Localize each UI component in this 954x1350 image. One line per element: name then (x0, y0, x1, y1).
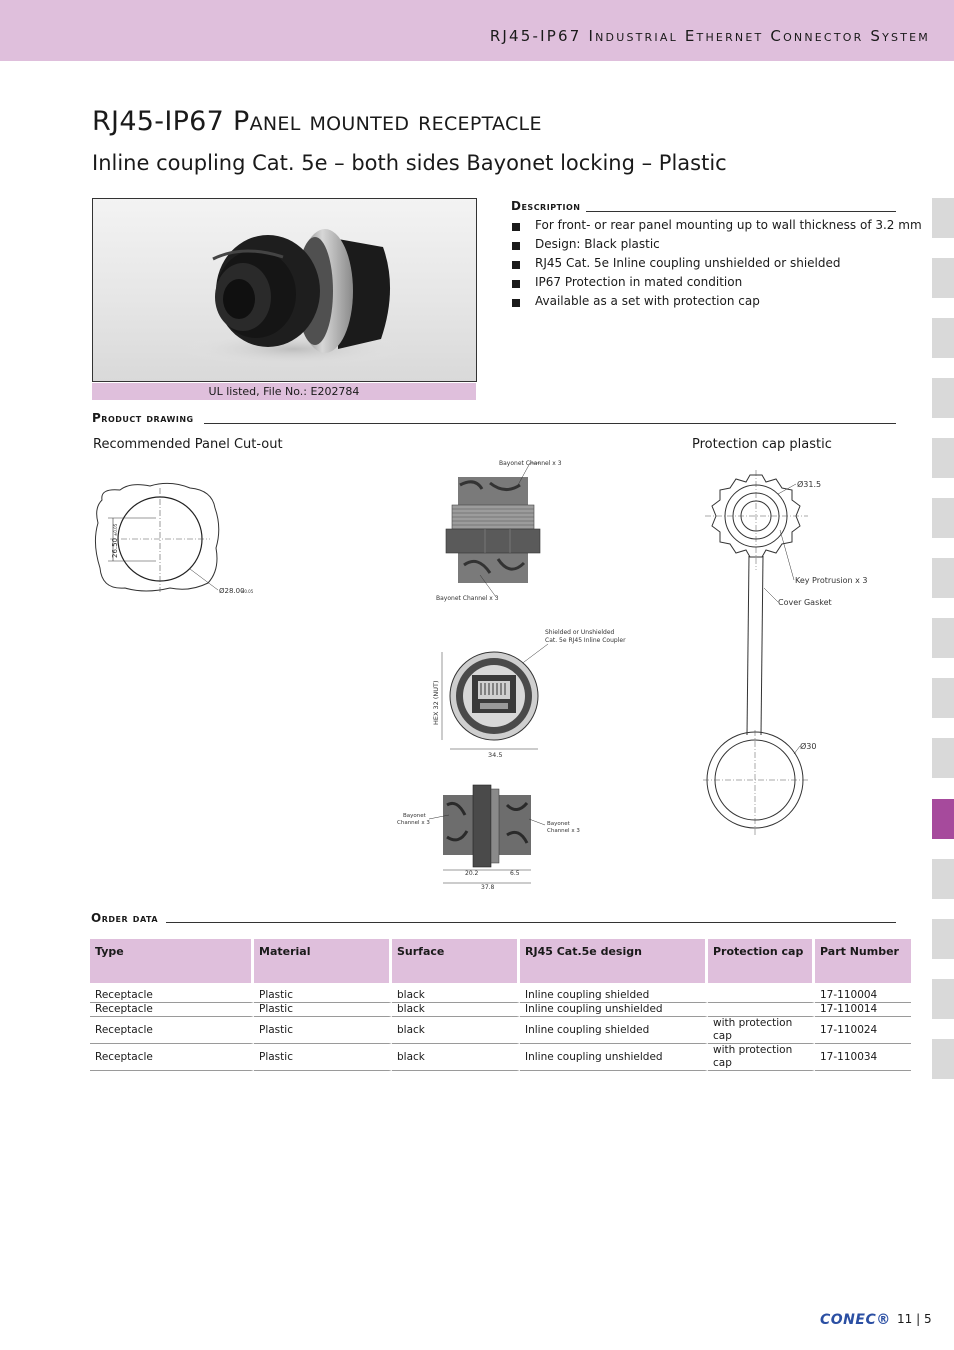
front-view-label-line1: Shielded or Unshielded (545, 629, 615, 636)
cell-part-number: 17-110024 (815, 1017, 911, 1044)
cell-type: Receptacle (90, 1017, 254, 1044)
cutout-diameter-dim: Ø28.00 (219, 587, 245, 595)
section-tab[interactable] (932, 738, 954, 778)
cell-surface: black (392, 1017, 520, 1044)
front-view-width-dim: 34.5 (488, 751, 503, 759)
cell-design: Inline coupling unshielded (520, 1003, 708, 1017)
section-tab[interactable] (932, 438, 954, 478)
order-data-rule (166, 922, 896, 923)
cell-surface: black (392, 1003, 520, 1017)
product-drawing-rule (204, 423, 896, 424)
column-header-design: RJ45 Cat.5e design (520, 939, 708, 983)
column-header-protection-cap: Protection cap (708, 939, 815, 983)
bottom-view-left-label-2: Channel x 3 (397, 820, 430, 826)
description-item: Available as a set with protection cap (511, 293, 922, 312)
bottom-view-right-label-1: Bayonet (547, 821, 570, 827)
section-tab[interactable] (932, 318, 954, 358)
cap-label: Protection cap plastic (692, 437, 832, 452)
cell-material: Plastic (254, 989, 392, 1003)
column-header-surface: Surface (392, 939, 520, 983)
cell-design: Inline coupling unshielded (520, 1044, 708, 1071)
description-heading: Description (511, 199, 581, 213)
cell-protection-cap (708, 989, 815, 1003)
description-item: RJ45 Cat. 5e Inline coupling unshielded or shielded (511, 255, 922, 274)
hex-nut-label: HEX 32 (NUT) (432, 680, 440, 725)
column-header-material: Material (254, 939, 392, 983)
cell-part-number: 17-110034 (815, 1044, 911, 1071)
section-tab[interactable] (932, 1039, 954, 1079)
bottom-view-dim-a: 20.2 (465, 870, 479, 877)
table-row (90, 1003, 911, 1017)
table-row (90, 1044, 911, 1071)
description-item: IP67 Protection in mated condition (511, 274, 922, 293)
cell-design: Inline coupling shielded (520, 989, 708, 1003)
section-tab[interactable] (932, 378, 954, 418)
cell-material: Plastic (254, 1017, 392, 1044)
connector-photo-illustration (93, 199, 476, 381)
cell-protection-cap: with protection cap (708, 1017, 815, 1044)
cell-protection-cap (708, 1003, 815, 1017)
product-drawing-heading: Product drawing (92, 411, 194, 425)
cell-protection-cap: with protection cap (708, 1044, 815, 1071)
section-tab[interactable] (932, 979, 954, 1019)
section-tab[interactable] (932, 859, 954, 899)
section-tab-active[interactable] (932, 799, 954, 839)
column-header-part-number: Part Number (815, 939, 911, 983)
photo-caption: UL listed, File No.: E202784 (92, 383, 476, 400)
page-number: 11 | 5 (897, 1312, 932, 1326)
front-view-label-line2: Cat. 5e RJ45 Inline Coupler (545, 637, 626, 644)
side-view-top-label: Bayonet Channel x 3 (499, 460, 562, 467)
side-view-drawing (430, 455, 570, 605)
order-data-heading: Order data (91, 911, 159, 925)
cell-type: Receptacle (90, 989, 254, 1003)
order-table-header-row (90, 939, 911, 983)
page-title: RJ45-IP67 Panel mounted receptacle (92, 106, 542, 137)
protection-cap-drawing (700, 470, 880, 860)
section-tab[interactable] (932, 919, 954, 959)
product-photo (92, 198, 477, 382)
panel-cutout-drawing (90, 478, 254, 608)
column-header-type: Type (90, 939, 254, 983)
cutout-height-tol: ±0.05 (113, 523, 118, 536)
header-title: RJ45-IP67 Industrial Ethernet Connector System (489, 27, 930, 45)
front-view-drawing (420, 625, 640, 765)
page-subtitle: Inline coupling Cat. 5e – both sides Bayonet locking – Plastic (92, 151, 727, 175)
cutout-diameter-tol: ±0.05 (241, 589, 254, 594)
description-item: For front- or rear panel mounting up to wall thickness of 3.2 mm (511, 217, 922, 236)
cell-part-number: 17-110004 (815, 989, 911, 1003)
cell-type: Receptacle (90, 1003, 254, 1017)
cap-gasket-label: Cover Gasket (778, 598, 832, 607)
conec-logo: CONEC® (820, 1312, 891, 1328)
cell-surface: black (392, 1044, 520, 1071)
description-list (511, 217, 922, 312)
bottom-view-right-label-2: Channel x 3 (547, 828, 580, 834)
cap-ring-dim: Ø30 (800, 742, 817, 751)
bottom-view-dim-total: 37.8 (481, 884, 495, 891)
cell-design: Inline coupling shielded (520, 1017, 708, 1044)
description-rule (586, 211, 896, 212)
bottom-view-dim-b: 6.5 (510, 870, 520, 877)
table-row (90, 989, 911, 1003)
section-tab[interactable] (932, 678, 954, 718)
section-tab[interactable] (932, 558, 954, 598)
cutout-label: Recommended Panel Cut-out (93, 437, 283, 452)
bottom-view-drawing (395, 775, 595, 895)
section-tab[interactable] (932, 258, 954, 298)
table-row (90, 1017, 911, 1044)
side-view-bottom-label: Bayonet Channel x 3 (436, 595, 499, 602)
section-tab[interactable] (932, 618, 954, 658)
section-tab[interactable] (932, 198, 954, 238)
cutout-height-dim: 26.50 (111, 537, 119, 558)
cell-material: Plastic (254, 1044, 392, 1071)
description-item: Design: Black plastic (511, 236, 922, 255)
cap-key-label: Key Protrusion x 3 (795, 576, 868, 585)
cell-surface: black (392, 989, 520, 1003)
order-table (90, 939, 911, 1071)
cell-part-number: 17-110014 (815, 1003, 911, 1017)
cell-type: Receptacle (90, 1044, 254, 1071)
cell-material: Plastic (254, 1003, 392, 1017)
bottom-view-left-label-1: Bayonet (403, 813, 426, 819)
section-tab[interactable] (932, 498, 954, 538)
cap-top-dim: Ø31.5 (797, 480, 822, 489)
